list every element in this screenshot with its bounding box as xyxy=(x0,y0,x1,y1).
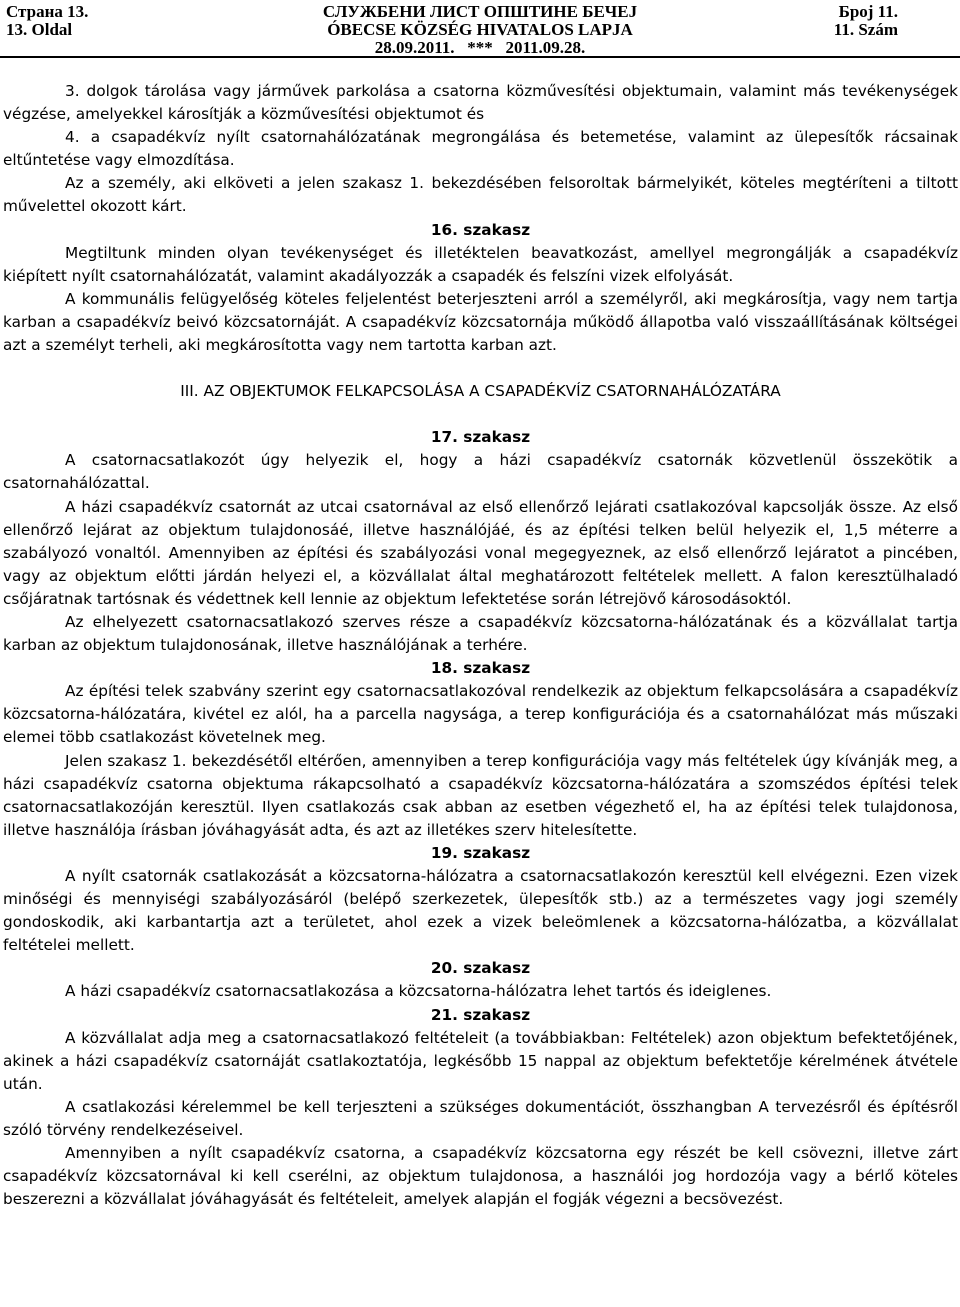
section-21-paragraph-2: A csatlakozási kérelemmel be kell terjeszteni a szükséges dokumentációt, összhangban A tervezésről és építésről szóló törvény rendelkezéseivel. xyxy=(3,1097,958,1140)
section-16-paragraph-2: A kommunális felügyelőség köteles feljelentést beterjeszteni arról a személyről, aki megkárosítja, vagy nem tartja karban a csapadékvíz beivó közcsatornáját. A csapadékvíz közcsatornája működő állapotba való visszaállításának költségei azt a személyt terheli, aki megkárosította vagy nem tartotta karban azt. xyxy=(3,289,958,355)
section-19-title: 19. szakasz xyxy=(430,843,531,862)
section-21-title: 21. szakasz xyxy=(430,1005,531,1024)
section-20-title: 20. szakasz xyxy=(430,959,531,978)
section-16-paragraph-1: Megtiltunk minden olyan tevékenységet és illetéktelen beavatkozást, amellyel megrongálják a csapadékvíz kiépített nyílt csatornahálózatát, valamint akadályozzák a csapadék és felszíni vizek elfolyását. xyxy=(3,243,958,285)
section-17-paragraph-3: Az elhelyezett csatornacsatlakozó szerves része a csapadékvíz közcsatorna-hálózatának és a közvállalat tartja karban az objektum tulajdonosának, illetve használójának a terhére. xyxy=(3,612,958,655)
section-18-title: 18. szakasz xyxy=(430,659,531,678)
section-21-paragraph-1: A közvállalat adja meg a csatornacsatlakozó feltételeit (a továbbiakban: Feltételek) azon objektum befektetőjének, akinek a házi csapadékvíz csatornáját csatlakoztatója, legkésőbb 15 nappal az objektum befektetője kérelmének átvétele után. xyxy=(3,1028,958,1093)
section-20-paragraph-1: A házi csapadékvíz csatornacsatlakozása a közcsatorna-hálózatra lehet tartós és ideiglenes. xyxy=(65,982,772,1001)
section-17-title: 17. szakasz xyxy=(430,428,531,447)
issue-number-serbian: Број 11. xyxy=(838,2,898,21)
section-17-paragraph-2: A házi csapadékvíz csatornát az utcai csatornával az első ellenőrző lejárati csatlakozóval kapcsolják össze. Az első ellenőrző lejárat az objektum tulajdonosáé, illetve használójáé, és az építési telken belül helyezik el, 1,5 méterre a szabályozó vonaltól. Amennyiben az építési és szabályozási vonal megegyeznek, az első ellenőrző lejáratot a pincében, vagy az objektum előtti járdán helyezi el, a közvállalat által meghatározott feltételek mellett. A falon keresztülhaladó csőjáratnak tartósnak és védettnek kell lennie az objektum lefektetése során létrejövő károsodásoktól. xyxy=(3,497,958,608)
issue-date: 28.09.2011. *** 2011.09.28. xyxy=(374,38,586,57)
section-17-paragraph-1: A csatornacsatlakozót úgy helyezik el, hogy a házi csapadékvíz csatornák közvetlenül összekötik a csatornahálózattal. xyxy=(3,451,958,493)
section-18-paragraph-2: Jelen szakasz 1. bekezdésétől eltérően, amennyiben a terep konfigurációja vagy más feltételek úgy kívánják meg, a házi csapadékvíz csatorna objektuma rákapcsolható a csapadékvíz közcsatorna-hálózatára a szomszédos építési telek csatornacsatlakozóján keresztül. Ilyen csatlakozás csak abban az esetben végezhető el, ha az építési telek tulajdonosa, illetve használója írásban jóváhagyását adta, és azt az illetékes szerv hitelesítette. xyxy=(3,751,958,839)
paragraph: Az a személy, aki elköveti a jelen szakasz 1. bekezdésében felsoroltak bármelyikét, köteles megtéríteni a tiltott művelettel okozott kárt. xyxy=(3,174,958,216)
list-item-3: 3. dolgok tárolása vagy járművek parkolása a csatorna közművesítési objektumain, valamint más tevékenységek végzése, amelyekkel károsítják a közművesítési objektumot és xyxy=(3,82,958,124)
section-18-paragraph-1: Az építési telek szabvány szerint egy csatornacsatlakozóval rendelkezik az objektum felkapcsolására a csapadékvíz közcsatorna-hálózatára, kivétel ez alól, ha a parcella nagysága, a terep konfigurációja és a csatornahálózat más műszaki elemei több csatlakozást követelnek meg. xyxy=(3,682,958,747)
issue-number-hungarian: 11. Szám xyxy=(833,20,898,39)
section-19-paragraph-1: A nyílt csatornák csatlakozását a közcsatorna-hálózatra a csatornacsatlakozón keresztül kell elvégezni. Ezen vizek minőségi és mennyiségi szabályozásáról (belépő szerkezetek, ülepesítők stb.) az a természetes vagy jogi személy gondoskodik, aki karbantartja azt a területet, ahol ezek a vizek beleömlenek a közcsatorna-hálózatba, a közvállalat feltételei mellett. xyxy=(3,867,958,955)
page-header xyxy=(0,0,960,58)
page-number-serbian: Страна 13. xyxy=(6,2,89,21)
chapter-heading: III. AZ OBJEKTUMOK FELKAPCSOLÁSA A CSAPADÉKVÍZ CSATORNAHÁLÓZATÁRA xyxy=(180,382,781,401)
section-16-title: 16. szakasz xyxy=(430,220,531,239)
document-body xyxy=(3,80,958,1211)
list-item-4: 4. a csapadékvíz nyílt csatornahálózatának megrongálása és betemetése, valamint az ülepesítők rácsainak eltűntetése vagy elmozdítása. xyxy=(3,128,958,170)
gazette-title-hungarian: ÓBECSE KÖZSÉG HIVATALOS LAPJA xyxy=(327,20,633,39)
section-21-paragraph-3: Amennyiben a nyílt csapadékvíz csatorna, a csapadékvíz közcsatorna egy részét be kell csövezni, illetve zárt csapadékvíz közcsatornával ki kell cserélni, az objektum tulajdonosa, a használói jog hordozója vagy a bérlő köteles beszerezni a közvállalat jóváhagyását és feltételeit, amelyek alapján el fogják végezni a becsövezést. xyxy=(3,1144,958,1209)
gazette-title-serbian: СЛУЖБЕНИ ЛИСТ ОПШТИНЕ БЕЧЕЈ xyxy=(322,2,638,21)
page-number-hungarian: 13. Oldal xyxy=(6,20,73,39)
